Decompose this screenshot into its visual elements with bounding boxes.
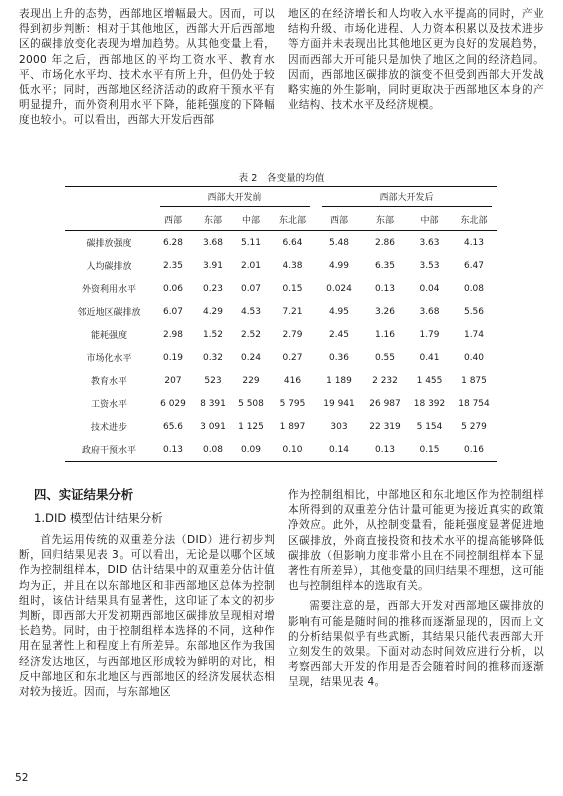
table-caption: 表 2 各变量的均值	[238, 173, 325, 184]
row-label: 市场化水平	[86, 354, 132, 364]
column-header: 中部	[420, 216, 439, 226]
table-cell: 19 941	[323, 398, 355, 409]
table-cell: 5.11	[233, 231, 269, 255]
table-cell: 2.52	[240, 329, 262, 340]
table-row	[65, 438, 497, 462]
table-cell: 3.26	[374, 306, 396, 317]
table-cell: 1 189	[326, 375, 352, 386]
table-cell: 3.91	[202, 260, 224, 271]
table-cell: 6.28	[153, 231, 193, 255]
table-cell: 1 897	[279, 421, 306, 432]
table-cell: 416	[283, 375, 302, 386]
table-cell: 4.13	[451, 231, 497, 255]
table-cell: 5.56	[463, 306, 485, 317]
table-cell: 5.48	[316, 231, 362, 255]
row-label: 外资利用水平	[81, 285, 136, 295]
table-cell: 22 319	[369, 421, 401, 432]
table-cell: 0.24	[240, 352, 262, 363]
column-header: 中部	[241, 216, 260, 226]
table-cell: 3.68	[193, 231, 233, 255]
table-cell: 2.98	[162, 329, 184, 340]
table-cell: 1.79	[419, 329, 440, 340]
table-cell: 0.55	[374, 352, 396, 363]
row-label: 技术进步	[90, 423, 127, 433]
table-cell: 2.86	[362, 231, 408, 255]
table-cell: 2.79	[282, 329, 303, 340]
table-region-header-row	[65, 209, 497, 231]
bottom-right-column	[288, 488, 544, 691]
column-header: 西部	[163, 216, 182, 226]
table-cell: 0.19	[162, 352, 184, 363]
table-cell: 0.13	[374, 283, 396, 294]
row-label: 工资水平	[90, 400, 127, 410]
table-cell: 5 154	[416, 421, 443, 432]
table-cell: 2.45	[328, 329, 350, 340]
table-cell: 2 232	[372, 375, 398, 386]
table-cell: 18 754	[458, 398, 490, 409]
table-cell: 6 029	[160, 398, 186, 409]
table-cell: 0.04	[419, 283, 440, 294]
table-row	[65, 300, 497, 323]
table-cell: 6.35	[374, 260, 396, 271]
table-cell: 65.6	[162, 421, 184, 432]
means-table	[65, 186, 497, 462]
table-cell: 6.47	[463, 260, 485, 271]
table-cell: 0.13	[153, 438, 193, 462]
column-header: 东部	[375, 216, 394, 226]
page-number: 52	[15, 772, 29, 784]
table-cell: 4.95	[328, 306, 350, 317]
table-cell: 3.63	[408, 231, 451, 255]
table-cell: 0.07	[240, 283, 262, 294]
table-cell: 0.024	[326, 283, 352, 294]
row-label: 教育水平	[90, 377, 127, 387]
table-cell: 207	[164, 375, 182, 386]
table-cell: 0.15	[408, 438, 451, 462]
table-row	[65, 346, 497, 369]
table-cell: 3 091	[200, 421, 226, 432]
table-cell: 0.08	[463, 283, 485, 294]
table-cell: 1.74	[463, 329, 485, 340]
table-cell: 6.07	[162, 306, 184, 317]
table-cell: 3.53	[419, 260, 440, 271]
table-cell: 0.08	[193, 438, 233, 462]
table-cell: 0.15	[282, 283, 303, 294]
table-cell: 0.13	[362, 438, 408, 462]
table-cell: 523	[204, 375, 222, 386]
row-label: 邻近地区碳排放	[77, 308, 141, 318]
group-header-before: 西部大开发前	[160, 190, 310, 207]
row-label: 碳排放强度	[65, 231, 153, 255]
table-cell: 1 125	[238, 421, 264, 432]
subsection-heading: 1.DID 模型估计结果分析	[34, 511, 163, 525]
table-cell: 1 875	[461, 375, 487, 386]
table-cell: 5 279	[461, 421, 487, 432]
table-cell: 1 455	[416, 375, 443, 386]
group-header-after: 西部大开发后	[322, 190, 492, 207]
table-row	[65, 415, 497, 438]
table-row	[65, 254, 497, 277]
table-cell: 0.27	[282, 352, 303, 363]
table-cell: 0.32	[202, 352, 224, 363]
table-row	[65, 231, 497, 255]
table-cell: 4.29	[202, 306, 224, 317]
column-header: 西部	[329, 216, 348, 226]
table-cell: 0.36	[328, 352, 350, 363]
table-cell: 7.21	[282, 306, 303, 317]
table-cell: 18 392	[413, 398, 446, 409]
row-label: 政府干预水平	[65, 438, 153, 462]
table-cell: 0.10	[269, 438, 316, 462]
table-cell: 0.14	[316, 438, 362, 462]
column-header: 东北部	[460, 216, 488, 226]
table-cell: 5 508	[238, 398, 264, 409]
table-cell: 0.40	[463, 352, 485, 363]
table-cell: 2.01	[240, 260, 262, 271]
paragraph: 需要注意的是，西部大开发对西部地区碳排放的影响有可能是随时间的推移而逐渐显现的，因而上文的分析结果似乎有些武断，其结果只能代表西部大开立刻发生的效果。下面对动态时间效应进行分析，以考察西部大开发的作用是否会随着时间的推移而逐渐呈现，结果见表 4。	[288, 600, 544, 689]
table-cell: 0.23	[202, 283, 224, 294]
paragraph: 地区的在经济增长和人均收入水平提高的同时，产业结构升级、市场化进程、人力资本积累以及技术进步等方面并未表现出比其他地区更为良好的发展趋势，因而西部大开可能只是加快了地区之间的经济趋同。因而，西部地区碳排放的演变不但受到西部大开发战略实施的外生影响，同时更取决于西部地区本身的产业结构、技术水平及经济规模。	[288, 8, 544, 112]
table-cell: 303	[330, 421, 348, 432]
table-cell: 4.99	[328, 260, 350, 271]
table-cell: 1.16	[374, 329, 396, 340]
paragraph: 首先运用传统的双重差分法（DID）进行初步判断，回归结果见表 3。可以看出，无论是以哪个区域作为控制组样本，DID 估计结果中的双重差分估计值均为正，并且在以东部地区和非西部地区总体为控制组时，该估计结果具有显著性，这印证了本文的初步判断，即西部大开发初期西部地区碳排放呈现相对增长趋势。同时，由于控制组样本选择的不同，这种作用在显著性上和程度上有所差异。东部地区作为我国经济发达地区，与西部地区形成较为鲜明的对比，相反中部地区和东北地区与西部地区的经济发展状态相对较为接近。因而，与东部地区	[19, 534, 275, 699]
table-cell: 3.68	[419, 306, 440, 317]
table-cell: 2.35	[162, 260, 184, 271]
table-row	[65, 323, 497, 346]
table-row	[65, 392, 497, 415]
row-label: 能耗强度	[90, 331, 127, 341]
table-cell: 229	[242, 375, 260, 386]
top-left-column	[19, 7, 275, 129]
table-cell: 0.16	[451, 438, 497, 462]
table-cell: 0.09	[233, 438, 269, 462]
table-row	[65, 369, 497, 392]
paragraph: 作为控制组相比，中部地区和东北地区作为控制组样本所得到的双重差分估计量可能更为接近真实的政策净效应。此外，从控制变量看，能耗强度显著促进地区碳排放，外商直接投资和技术水平的提高能够降低碳排放（但影响力度非常小且在不同控制组样本下显著性有所差异），其他变量的回归结果不理想，这可能也与控制组样本的选取有关。	[288, 489, 544, 593]
section-heading: 四、实证结果分析	[34, 487, 134, 502]
column-header: 东部	[203, 216, 222, 226]
top-right-column	[288, 7, 544, 113]
paragraph: 表现出上升的态势，西部地区增幅最大。因而，可以得到初步判断：相对于其他地区，西部大开后西部地区的碳排放变化表现为增加趋势。从其他变量上看，2000 年之后，西部地区的平均工资水平、教育水平、市场化水平均、技术水平有所上升，但仍处于较低水平；同时，西部地区经济活动的政府干预水平有明显提升，而外资利用水平下降，能耗强度的下降幅度也较小。可以看出，西部大开发后西部	[19, 8, 275, 127]
column-header: 东北部	[278, 216, 306, 226]
table-cell: 5 795	[279, 398, 306, 409]
row-label: 人均碳排放	[86, 262, 132, 272]
table-cell: 1.52	[202, 329, 224, 340]
table-group-header-row	[65, 187, 497, 210]
table-row	[65, 277, 497, 300]
table-cell: 26 987	[369, 398, 401, 409]
table-cell: 0.06	[162, 283, 184, 294]
table-cell: 4.38	[282, 260, 303, 271]
table-cell: 0.41	[419, 352, 440, 363]
bottom-left-column	[19, 533, 275, 700]
table-cell: 4.53	[240, 306, 262, 317]
table-cell: 6.64	[269, 231, 316, 255]
table-cell: 8 391	[200, 398, 226, 409]
